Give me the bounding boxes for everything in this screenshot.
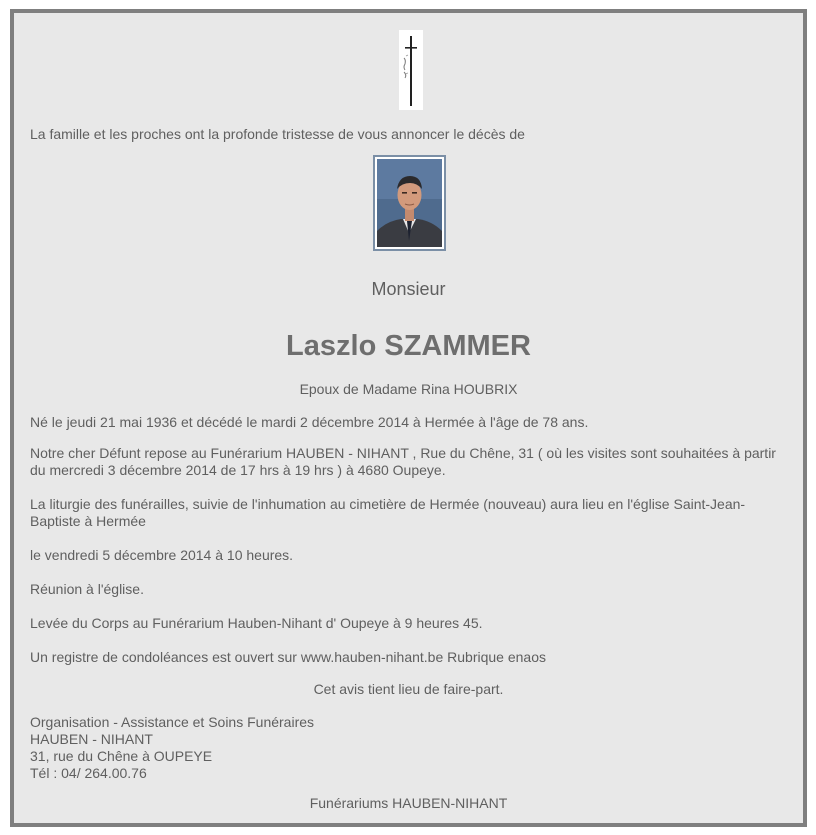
organisation-name: HAUBEN - NIHANT	[30, 731, 153, 747]
organisation-address: 31, rue du Chêne à OUPEYE	[30, 748, 213, 764]
obituary-card	[10, 9, 807, 827]
reunion-text: Réunion à l'église.	[30, 581, 144, 597]
organisation-phone: Tél : 04/ 264.00.76	[30, 765, 147, 781]
spouse-line: Epoux de Madame Rina HOUBRIX	[299, 381, 518, 397]
portrait-photo	[373, 155, 446, 251]
footer-text: Funérariums HAUBEN-NIHANT	[309, 795, 508, 811]
birth-death-paragraph: Né le jeudi 21 mai 1936 et décédé le mardi 2 décembre 2014 à Hermée à l'âge de 78 ans.	[30, 414, 589, 430]
levee-text: Levée du Corps au Funérarium Hauben-Nihant d' Oupeye à 9 heures 45.	[30, 615, 483, 631]
registry-text: Un registre de condoléances est ouvert sur www.hauben-nihant.be Rubrique enaos	[30, 649, 546, 665]
faire-part-text: Cet avis tient lieu de faire-part.	[313, 681, 504, 697]
deceased-name: Laszlo SZAMMER	[286, 330, 531, 362]
organisation-line: Organisation - Assistance et Soins Funéraires	[30, 714, 315, 730]
cross-icon	[399, 30, 423, 110]
liturgy-paragraph: La liturgie des funérailles, suivie de l'inhumation au cimetière de Hermée (nouveau) aura lieu en l'église Saint-Jean-Baptiste à Hermée	[30, 496, 746, 529]
intro-text: La famille et les proches ont la profonde tristesse de vous annoncer le décès de	[30, 126, 525, 142]
rest-paragraph: Notre cher Défunt repose au Funérarium HAUBEN - NIHANT , Rue du Chêne, 31 ( où les visites sont souhaitées à partir du mercredi 3 décembre 2014 de 17 hrs à 19 hrs ) à 4680 Oupeye.	[30, 445, 776, 478]
organisation-block	[30, 714, 314, 782]
honorific: Monsieur	[371, 279, 446, 299]
ceremony-date: le vendredi 5 décembre 2014 à 10 heures.	[30, 547, 294, 563]
